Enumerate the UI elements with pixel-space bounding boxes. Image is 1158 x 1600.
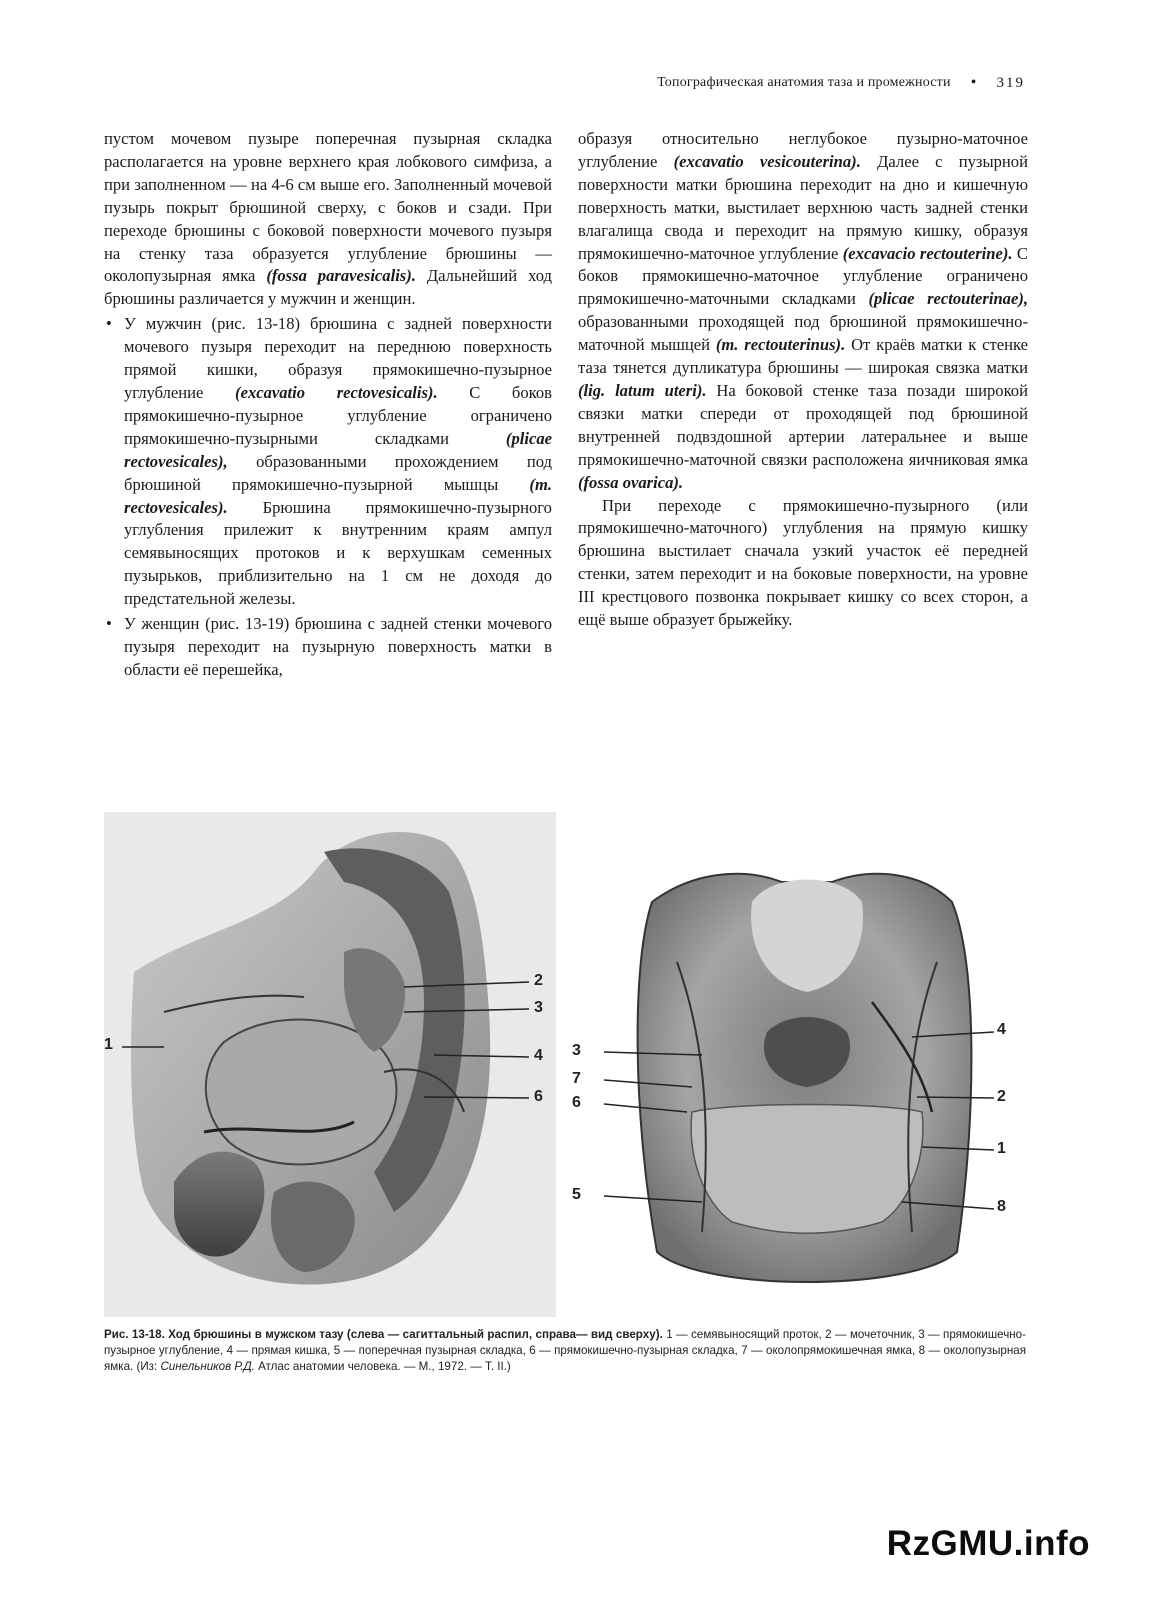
text: С боков прямокишечно-пузырное углубление ограничено прямокишечно-пузырными складками <box>124 382 553 448</box>
latin-term: (plicae rectouterinae), <box>868 289 1029 309</box>
fig-label: 6 <box>534 1088 543 1105</box>
text: Брюшина прямокишечно-пузырного углубления прилежит к внутренним краям ампул семявыносящих протоков и к верхушкам семенных пузырьков, приблизительно на 1 см не доходя до предстательной железы. <box>124 497 552 609</box>
text: образованными прохождением под брюшиной прямокишечно-пузырной мышцы <box>124 451 552 494</box>
latin-term: (excavatio rectovesicalis). <box>235 382 438 402</box>
latin-term: (m. rectovesicales). <box>124 474 553 517</box>
latin-term: (fossa paravesicalis). <box>266 266 416 286</box>
paragraph: При переходе с прямокишечно-пузырного (или прямокишечно-маточного) углубления на прямую кишку брюшина выстилает сначала узкий участок её передней стенки, затем переходит и на боковые поверхности, на уровне III крестцового позвонка покрывает кишку со всех сторон, а ещё выше образует брыжейку. <box>578 495 1028 630</box>
bullet-men: • У мужчин (рис. 13-18) брюшина с задней поверхности мочевого пузыря переходит на переднюю поверхность прямой кишки, образуя прямокишечно-пузырное углубление (excavatio rectovesicalis). С боков прямокишечно-пузырное углубление ограничено прямокишечно-пузырными складками (plicae rectovesicales), образованными прохождением под брюшиной прямокишечно-пузырной мышцы (m. rectovesicales). Брюшина прямокишечно-пузырного углубления прилежит к внутренним краям ампул семявыносящих протоков и к верхушкам семенных пузырьков, приблизительно на 1 см не доходя до предстательной железы. <box>106 314 553 609</box>
latin-term: (fossa ovarica). <box>578 472 684 492</box>
caption-source: Атлас анатомии человека. — М., 1972. — Т. II.) <box>258 1360 511 1373</box>
fig-label: 3 <box>534 999 543 1016</box>
sagittal-section-illustration <box>104 812 556 1317</box>
text: От краёв матки к стенке таза тянется дупликатура брюшины — широкая связка матки <box>578 335 1029 378</box>
fig-label: 5 <box>572 1186 581 1203</box>
figure-13-18 <box>104 812 1029 1317</box>
fig-label: 6 <box>572 1094 581 1111</box>
running-header <box>480 72 1025 94</box>
fig-label: 1 <box>997 1140 1006 1157</box>
text: С боков прямокишечно-маточное углубление ограничено прямокишечно-маточными складками <box>578 243 1028 309</box>
fig-label: 1 <box>104 1036 113 1053</box>
fig-label: 7 <box>572 1070 581 1087</box>
right-column <box>578 128 1028 632</box>
fig-label: 2 <box>997 1088 1006 1105</box>
figure-caption <box>104 1327 1026 1375</box>
text: образованными проходящей под брюшиной прямокишечно-маточной мышцей <box>578 312 1028 355</box>
pelvis-top-view-illustration <box>582 812 1029 1317</box>
paragraph <box>104 128 552 311</box>
text: У мужчин (рис. 13-18) брюшина с задней поверхности мочевого пузыря переходит на переднюю поверхность прямой кишки, образуя прямокишечно-пузырное углубление <box>124 314 552 402</box>
text: Дальнейший ход брюшины различается у мужчин и женщин. <box>104 266 553 309</box>
text: пустом мочевом пузыре поперечная пузырная складка располагается на уровне верхнего края лобкового симфиза, а при заполненном — на 4-6 см выше его. Заполненный мочевой пузырь покрыт брюшиной сверху, с боков и сзади. При переходе брюшины с боковой поверхности мочевого пузыря на стенку таза образуется углубление брюшины — околопузырная ямка <box>104 129 552 286</box>
text: образуя относительно неглубокое пузырно-маточное углубление <box>578 129 1028 171</box>
watermark: RzGMU.info <box>886 1524 1090 1563</box>
latin-term: (excavacio rectouterine). <box>842 243 1013 263</box>
fig-label: 2 <box>534 972 543 989</box>
header-separator: • <box>970 74 977 91</box>
caption-title: Рис. 13-18. Ход брюшины в мужском тазу (слева — сагиттальный распил, справа— вид сверху). <box>104 1328 663 1341</box>
caption-author: Синельников Р.Д. <box>160 1360 255 1373</box>
caption-body: 1 — семявыносящий проток, 2 — мочеточник, 3 — прямокишечно-пузырное углубление, 4 — прямая кишка, 5 — поперечная пузырная складка, 6 — прямокишечно-пузырная складка, 7 — околопрямокишечная ямка, 8 — околопузырная ямка. (Из: <box>104 1328 1026 1373</box>
text: На боковой стенке таза позади широкой связки матки спереди от проходящей под брюшиной внутренней подвздошной артерии латеральнее и выше прямокишечно-маточной связки расположена яичниковая ямка <box>578 380 1028 469</box>
paragraph <box>578 128 1028 495</box>
text: У женщин (рис. 13-19) брюшина с задней стенки мочевого пузыря переходит на пузырную поверхность матки в области её перешейка, <box>124 614 552 679</box>
latin-term: (excavatio vesicouterina). <box>673 151 861 171</box>
fig-label: 4 <box>997 1021 1006 1038</box>
running-title: Топографическая анатомия таза и промежности <box>657 75 951 90</box>
fig-label: 8 <box>997 1198 1006 1215</box>
latin-term: (m. rectouterinus). <box>715 335 846 355</box>
latin-term: (lig. latum uteri). <box>578 380 707 400</box>
bullet-women: • У женщин (рис. 13-19) брюшина с задней стенки мочевого пузыря переходит на пузырную поверхность матки в области её перешейка, <box>106 614 552 679</box>
text: Далее с пузырной поверхности матки брюшина переходит на дно и кишечную поверхность матки, выстилает верхнюю часть задней стенки влагалища свода и переходит на прямую кишку, образуя прямокишечно-маточное углубление <box>578 151 1028 263</box>
fig-label: 3 <box>572 1042 581 1059</box>
fig-label: 4 <box>534 1047 543 1064</box>
latin-term: (plicae rectovesicales), <box>124 428 552 471</box>
page-number: 319 <box>996 74 1025 91</box>
left-column <box>104 128 552 682</box>
